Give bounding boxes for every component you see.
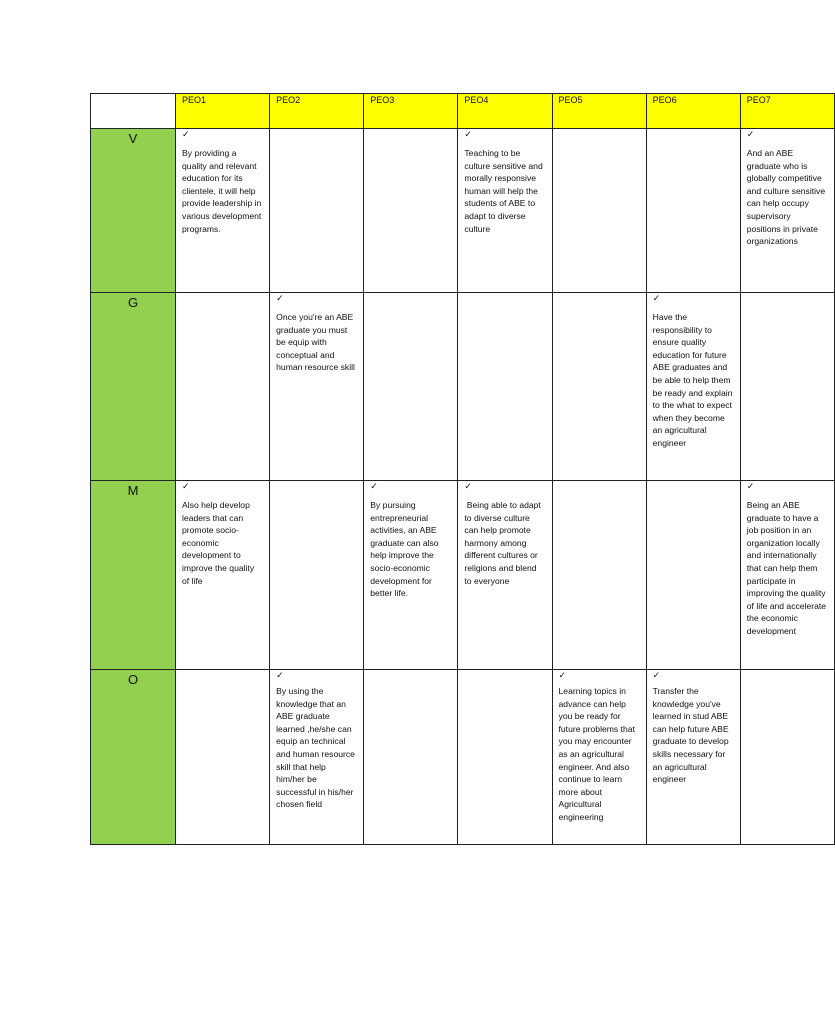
cell-text: Transfer the knowledge you've learned in stud ABE can help future ABE graduate to develop skills necessary for an agricultural engineer	[652, 686, 732, 785]
cell-text: By providing a quality and relevant education for its clientele, it will help provide leadership in various development programs.	[182, 148, 264, 234]
table-cell	[364, 293, 458, 481]
table-cell	[458, 129, 552, 293]
cell-text: Being able to adapt to diverse culture can help promote harmony among different cultures or religions and blend to everyone	[464, 500, 544, 586]
row-label: M	[127, 483, 139, 498]
check-mark-icon: ✓	[746, 481, 755, 491]
row-label-cell	[91, 670, 176, 845]
table-row-g	[91, 293, 835, 481]
table-cell	[458, 670, 552, 845]
cell-text	[553, 305, 645, 311]
table-cell	[270, 293, 364, 481]
check-mark-icon: ✓	[464, 129, 472, 139]
table-cell	[176, 293, 270, 481]
cell-text	[647, 493, 739, 499]
table-row-m	[91, 481, 835, 670]
cell-text	[364, 305, 456, 311]
peo-matrix-table	[90, 93, 835, 845]
header-cell-peo6	[646, 94, 740, 129]
header-cell-peo2	[270, 94, 364, 129]
table-cell	[270, 129, 364, 293]
header-label: PEO5	[558, 95, 583, 105]
cell-text: By pursuing entrepreneurial activities, an ABE graduate can also help improve the socio-economic development for better life.	[370, 500, 441, 599]
table-cell	[176, 670, 270, 845]
table-cell	[552, 481, 646, 670]
header-cell-peo3	[364, 94, 458, 129]
table-cell	[552, 293, 646, 481]
row-label-cell	[91, 481, 176, 670]
cell-text	[741, 682, 833, 685]
check-mark-icon	[458, 670, 551, 682]
table-cell	[740, 129, 834, 293]
header-cell-peo4	[458, 94, 552, 129]
cell-text: Teaching to be culture sensitive and morally responsive human will help the students of ABE to adapt to diverse culture	[464, 148, 546, 234]
check-mark-icon	[458, 293, 551, 305]
check-mark-icon	[647, 129, 740, 141]
check-mark-icon	[741, 293, 834, 305]
row-label-cell	[91, 293, 176, 481]
cell-text	[270, 493, 362, 499]
cell-text	[741, 305, 833, 311]
check-mark-icon: ✓	[276, 293, 284, 303]
header-cell-peo5	[552, 94, 646, 129]
table-cell	[552, 670, 646, 845]
header-row	[91, 94, 835, 129]
check-mark-icon	[364, 670, 457, 682]
cell-text: Once you're an ABE graduate you must be equip with conceptual and human resource skill	[276, 312, 356, 373]
cell-text: Being an ABE graduate to have a job position in an organization locally and internationally that can help them participate in improving the quality of life and accelerate the economic development	[746, 500, 829, 636]
cell-text: Also help develop leaders that can promote socio-economic development to improve the quality of life	[182, 500, 257, 586]
cell-text	[176, 682, 268, 685]
check-mark-icon	[176, 293, 269, 305]
header-label: PEO2	[276, 95, 301, 105]
table-cell	[458, 293, 552, 481]
header-label: PEO4	[464, 95, 489, 105]
cell-text	[270, 141, 362, 147]
check-mark-icon: ✓	[558, 670, 567, 680]
cell-text	[364, 141, 456, 147]
table-cell	[270, 670, 364, 845]
table-cell	[646, 293, 740, 481]
cell-text	[647, 141, 739, 147]
table-cell	[740, 670, 834, 845]
table-cell	[646, 670, 740, 845]
check-mark-icon: ✓	[652, 293, 661, 303]
table-cell	[270, 481, 364, 670]
check-mark-icon	[647, 481, 740, 493]
header-cell-peo1	[176, 94, 270, 129]
check-mark-icon: ✓	[370, 481, 378, 491]
check-mark-icon: ✓	[276, 670, 284, 680]
check-mark-icon: ✓	[652, 670, 661, 680]
header-label: PEO6	[652, 95, 677, 105]
check-mark-icon	[553, 129, 646, 141]
table-cell	[740, 293, 834, 481]
table-cell	[364, 481, 458, 670]
cell-text: Have the responsibility to ensure quality education for future ABE graduates and be able to help them be ready and explain to the what to expect when they become an agricultural engineer	[652, 312, 735, 448]
check-mark-icon	[176, 670, 269, 682]
cell-text	[553, 493, 645, 499]
row-label: O	[127, 672, 139, 687]
table-cell	[646, 129, 740, 293]
check-mark-icon	[553, 293, 646, 305]
check-mark-icon	[364, 129, 457, 141]
table-cell	[364, 129, 458, 293]
check-mark-icon	[553, 481, 646, 493]
corner-cell	[91, 94, 176, 129]
check-mark-icon: ✓	[746, 129, 755, 139]
table-cell	[740, 481, 834, 670]
table-row-o	[91, 670, 835, 845]
table-row-v	[91, 129, 835, 293]
cell-text	[458, 305, 550, 311]
cell-text	[364, 682, 456, 685]
check-mark-icon	[270, 481, 363, 493]
table-cell	[552, 129, 646, 293]
check-mark-icon: ✓	[182, 129, 190, 139]
check-mark-icon	[270, 129, 363, 141]
table-cell	[458, 481, 552, 670]
header-label: PEO1	[182, 95, 207, 105]
table-cell	[364, 670, 458, 845]
check-mark-icon	[741, 670, 834, 682]
cell-text: And an ABE graduate who is globally competitive and culture sensitive can help occupy supervisory positions in private organizations	[746, 148, 828, 247]
table-cell	[176, 481, 270, 670]
cell-text	[553, 141, 645, 147]
cell-text	[458, 682, 550, 685]
header-cell-peo7	[740, 94, 834, 129]
cell-text: By using the knowledge that an ABE graduate learned ,he/she can equip an technical and human resource skill that help him/her be successful in his/her chosen field	[276, 686, 358, 810]
check-mark-icon: ✓	[464, 481, 472, 491]
table-cell	[176, 129, 270, 293]
row-label-cell	[91, 129, 176, 293]
row-label: G	[127, 295, 139, 310]
check-mark-icon	[364, 293, 457, 305]
row-label: V	[128, 131, 138, 146]
header-label: PEO3	[370, 95, 395, 105]
cell-text: Learning topics in advance can help you be ready for future problems that you may encounter as an agricultural engineer. And also continue to learn more about Agricultural engineering	[558, 686, 638, 822]
cell-text	[176, 305, 268, 311]
header-label: PEO7	[746, 95, 771, 105]
table-cell	[646, 481, 740, 670]
check-mark-icon: ✓	[182, 481, 190, 491]
